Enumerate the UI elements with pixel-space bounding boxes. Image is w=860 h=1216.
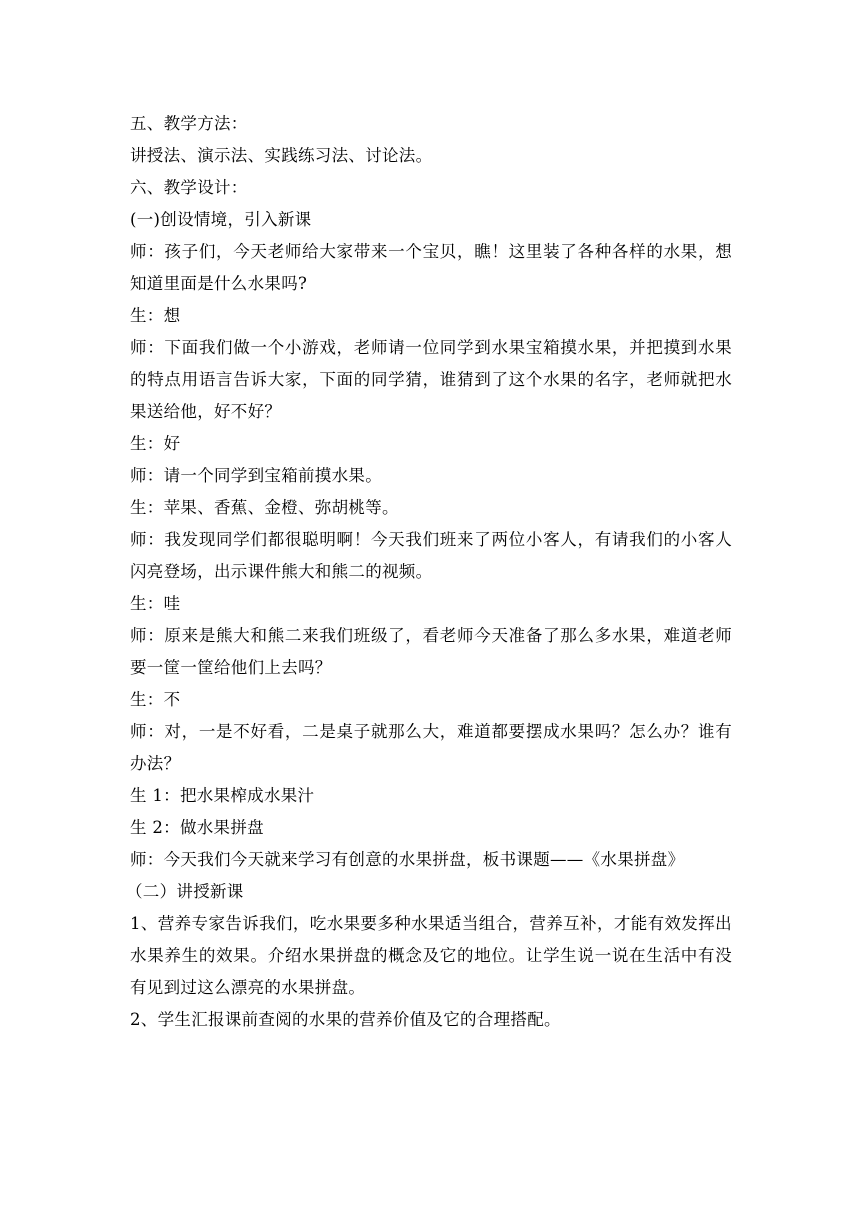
- section-create-situation: (一)创设情境，引入新课: [130, 210, 312, 229]
- teaching-methods-list: 讲授法、演示法、实践练习法、讨论法。: [130, 146, 433, 165]
- dialogue-paragraph: 生：想: [130, 306, 181, 325]
- dialogue-paragraph: 师：下面我们做一个小游戏，老师请一位同学到水果宝箱摸水果，并把摸到水果的特点用语言告诉大家，下面的同学猜，谁猜到了这个水果的名字，老师就把水果送给他，好不好？: [130, 338, 732, 421]
- dialogue-paragraph: 师：原来是熊大和熊二来我们班级了，看老师今天准备了那么多水果，难道老师要一筐一筐给他们上去吗？: [130, 626, 732, 677]
- dialogue-paragraph: 师：请一个同学到宝箱前摸水果。: [130, 466, 382, 485]
- section-teach-new-lesson: （二）讲授新课: [126, 882, 244, 901]
- dialogue-paragraph: 生：好: [130, 434, 181, 453]
- numbered-paragraph: 2、学生汇报课前查阅的水果的营养价值及它的合理搭配。: [130, 1010, 561, 1029]
- numbered-paragraph: 1、营养专家告诉我们，吃水果要多种水果适当组合，营养互补，才能有效发挥出水果养生的效果。介绍水果拼盘的概念及它的地位。让学生说一说在生活中有没有见到过这么漂亮的水果拼盘。: [130, 914, 732, 997]
- document-body: [126, 108, 732, 1036]
- dialogue-paragraph: 生：哇: [130, 594, 181, 613]
- dialogue-paragraph: 生 1：把水果榨成水果汁: [130, 786, 315, 805]
- heading-teaching-design: 六、教学设计：: [130, 178, 248, 197]
- dialogue-paragraph: 生 2：做水果拼盘: [130, 818, 264, 837]
- heading-teaching-methods: 五、教学方法：: [130, 114, 248, 133]
- dialogue-paragraph: 师：今天我们今天就来学习有创意的水果拼盘，板书课题——《水果拼盘》: [130, 850, 685, 869]
- dialogue-paragraph: 生：不: [130, 690, 181, 709]
- dialogue-paragraph: 师：孩子们，今天老师给大家带来一个宝贝，瞧！这里装了各种各样的水果，想知道里面是什么水果吗?: [130, 242, 732, 293]
- dialogue-paragraph: 师：对，一是不好看，二是桌子就那么大，难道都要摆成水果吗？怎么办？谁有办法？: [130, 722, 732, 773]
- dialogue-paragraph: 师：我发现同学们都很聪明啊！今天我们班来了两位小客人，有请我们的小客人闪亮登场，出示课件熊大和熊二的视频。: [130, 530, 732, 581]
- dialogue-paragraph: 生：苹果、香蕉、金橙、弥胡桃等。: [130, 498, 399, 517]
